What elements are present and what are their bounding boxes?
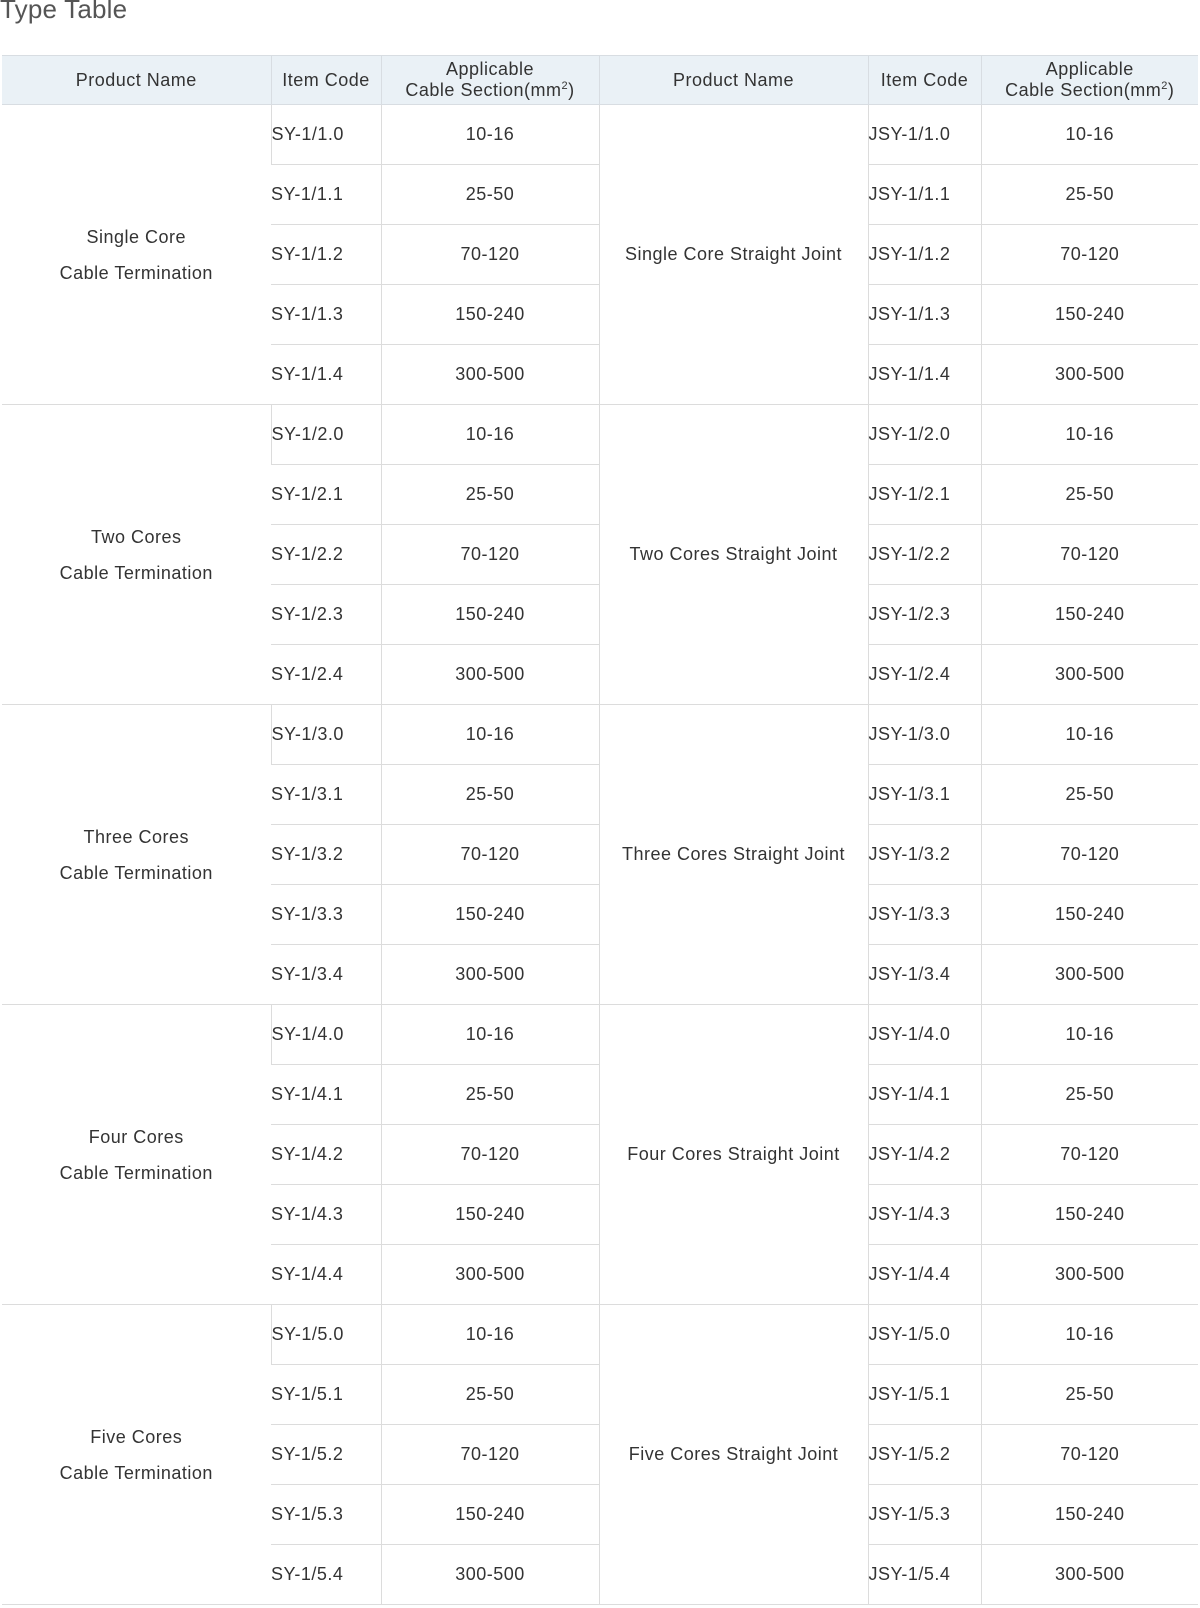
cable-section-cell: 25-50 (381, 465, 599, 525)
cable-section-cell: 10-16 (381, 105, 599, 165)
table-header-row (2, 56, 1198, 105)
joint-cable-section-cell: 70-120 (981, 225, 1198, 285)
item-code-cell: SY-1/4.0 (271, 1005, 381, 1065)
header-cable-section-joint-text: Cable Section(mm (1005, 80, 1162, 100)
joint-cable-section-cell: 300-500 (981, 345, 1198, 405)
cable-section-cell: 300-500 (381, 945, 599, 1005)
joint-cable-section-cell: 150-240 (981, 1485, 1198, 1545)
joint-cable-section-cell: 25-50 (981, 465, 1198, 525)
cable-section-cell: 10-16 (381, 405, 599, 465)
joint-cable-section-cell: 300-500 (981, 645, 1198, 705)
cable-section-cell: 25-50 (381, 1065, 599, 1125)
joint-cable-section-cell: 300-500 (981, 945, 1198, 1005)
item-code-cell: SY-1/1.0 (271, 105, 381, 165)
item-code-cell: SY-1/2.3 (271, 585, 381, 645)
header-item-code-joint: Item Code (868, 56, 981, 105)
joint-item-code-cell: JSY-1/4.4 (868, 1245, 981, 1305)
joint-item-code-cell: JSY-1/4.2 (868, 1125, 981, 1185)
item-code-cell: SY-1/1.4 (271, 345, 381, 405)
header-cable-section-sup: 2 (561, 80, 569, 92)
cable-section-cell: 150-240 (381, 1185, 599, 1245)
joint-item-code-cell: JSY-1/3.2 (868, 825, 981, 885)
type-table (2, 55, 1198, 1605)
joint-item-code-cell: JSY-1/3.1 (868, 765, 981, 825)
cable-section-cell: 25-50 (381, 1365, 599, 1425)
cable-section-cell: 70-120 (381, 225, 599, 285)
joint-cable-section-cell: 10-16 (981, 1305, 1198, 1365)
joint-item-code-cell: JSY-1/3.3 (868, 885, 981, 945)
cable-section-cell: 10-16 (381, 1005, 599, 1065)
termination-product-name (2, 1305, 271, 1605)
termination-name-line1: Two Cores (90, 526, 182, 547)
table-row (2, 705, 1198, 765)
item-code-cell: SY-1/5.2 (271, 1425, 381, 1485)
joint-item-code-cell: JSY-1/2.1 (868, 465, 981, 525)
item-code-cell: SY-1/4.2 (271, 1125, 381, 1185)
item-code-cell: SY-1/5.4 (271, 1545, 381, 1605)
joint-product-name: Single Core Straight Joint (599, 105, 868, 405)
header-cable-section-end: ) (568, 80, 575, 100)
item-code-cell: SY-1/2.2 (271, 525, 381, 585)
header-cable-section-line2 (386, 80, 595, 101)
termination-name-line2: Cable Termination (59, 862, 213, 883)
joint-item-code-cell: JSY-1/2.2 (868, 525, 981, 585)
termination-name-line2: Cable Termination (59, 562, 213, 583)
item-code-cell: SY-1/5.3 (271, 1485, 381, 1545)
joint-item-code-cell: JSY-1/3.4 (868, 945, 981, 1005)
joint-cable-section-cell: 300-500 (981, 1245, 1198, 1305)
joint-product-name: Five Cores Straight Joint (599, 1305, 868, 1605)
cable-section-cell: 25-50 (381, 765, 599, 825)
cable-section-cell: 150-240 (381, 885, 599, 945)
header-cable-section-text: Cable Section(mm (405, 80, 562, 100)
joint-cable-section-cell: 70-120 (981, 825, 1198, 885)
joint-product-name: Two Cores Straight Joint (599, 405, 868, 705)
joint-item-code-cell: JSY-1/5.4 (868, 1545, 981, 1605)
joint-cable-section-cell: 10-16 (981, 405, 1198, 465)
item-code-cell: SY-1/2.4 (271, 645, 381, 705)
item-code-cell: SY-1/3.2 (271, 825, 381, 885)
header-product-name: Product Name (2, 56, 271, 105)
joint-item-code-cell: JSY-1/3.0 (868, 705, 981, 765)
joint-item-code-cell: JSY-1/2.3 (868, 585, 981, 645)
item-code-cell: SY-1/1.1 (271, 165, 381, 225)
joint-cable-section-cell: 300-500 (981, 1545, 1198, 1605)
header-cable-section (381, 56, 599, 105)
cable-section-cell: 300-500 (381, 1545, 599, 1605)
table-row (2, 1305, 1198, 1365)
header-item-code: Item Code (271, 56, 381, 105)
joint-cable-section-cell: 25-50 (981, 165, 1198, 225)
joint-product-name: Three Cores Straight Joint (599, 705, 868, 1005)
joint-cable-section-cell: 70-120 (981, 1425, 1198, 1485)
joint-item-code-cell: JSY-1/1.2 (868, 225, 981, 285)
item-code-cell: SY-1/5.0 (271, 1305, 381, 1365)
header-cable-section-line1: Applicable (445, 59, 535, 79)
joint-item-code-cell: JSY-1/2.0 (868, 405, 981, 465)
joint-cable-section-cell: 150-240 (981, 285, 1198, 345)
termination-product-name (2, 105, 271, 405)
joint-item-code-cell: JSY-1/4.1 (868, 1065, 981, 1125)
item-code-cell: SY-1/2.0 (271, 405, 381, 465)
joint-item-code-cell: JSY-1/1.0 (868, 105, 981, 165)
item-code-cell: SY-1/3.4 (271, 945, 381, 1005)
joint-cable-section-cell: 25-50 (981, 1365, 1198, 1425)
termination-product-name (2, 705, 271, 1005)
item-code-cell: SY-1/3.3 (271, 885, 381, 945)
joint-item-code-cell: JSY-1/1.4 (868, 345, 981, 405)
joint-cable-section-cell: 25-50 (981, 1065, 1198, 1125)
joint-item-code-cell: JSY-1/5.2 (868, 1425, 981, 1485)
termination-product-name (2, 405, 271, 705)
header-cable-section-joint (981, 56, 1198, 105)
joint-cable-section-cell: 10-16 (981, 705, 1198, 765)
cable-section-cell: 70-120 (381, 825, 599, 885)
cable-section-cell: 70-120 (381, 1425, 599, 1485)
cable-section-cell: 70-120 (381, 525, 599, 585)
header-cable-section-joint-line1: Applicable (1045, 59, 1134, 79)
joint-cable-section-cell: 10-16 (981, 105, 1198, 165)
item-code-cell: SY-1/4.3 (271, 1185, 381, 1245)
item-code-cell: SY-1/3.1 (271, 765, 381, 825)
termination-name-line1: Single Core (86, 226, 187, 247)
table-row (2, 405, 1198, 465)
item-code-cell: SY-1/3.0 (271, 705, 381, 765)
item-code-cell: SY-1/4.1 (271, 1065, 381, 1125)
joint-item-code-cell: JSY-1/5.3 (868, 1485, 981, 1545)
cable-section-cell: 300-500 (381, 645, 599, 705)
joint-item-code-cell: JSY-1/1.3 (868, 285, 981, 345)
page-title: Type Table (0, 0, 128, 24)
joint-cable-section-cell: 70-120 (981, 525, 1198, 585)
joint-cable-section-cell: 25-50 (981, 765, 1198, 825)
cable-section-cell: 300-500 (381, 1245, 599, 1305)
table-row (2, 105, 1198, 165)
joint-cable-section-cell: 10-16 (981, 1005, 1198, 1065)
header-cable-section-joint-line2 (986, 80, 1195, 101)
joint-product-name: Four Cores Straight Joint (599, 1005, 868, 1305)
termination-name-line1: Five Cores (90, 1426, 183, 1447)
cable-section-cell: 300-500 (381, 345, 599, 405)
item-code-cell: SY-1/1.2 (271, 225, 381, 285)
item-code-cell: SY-1/2.1 (271, 465, 381, 525)
item-code-cell: SY-1/1.3 (271, 285, 381, 345)
cable-section-cell: 150-240 (381, 585, 599, 645)
joint-cable-section-cell: 150-240 (981, 1185, 1198, 1245)
joint-item-code-cell: JSY-1/4.0 (868, 1005, 981, 1065)
header-cable-section-joint-sup: 2 (1161, 80, 1168, 92)
termination-name-line2: Cable Termination (59, 1462, 213, 1483)
termination-name-line1: Four Cores (88, 1126, 184, 1147)
joint-item-code-cell: JSY-1/1.1 (868, 165, 981, 225)
joint-item-code-cell: JSY-1/5.1 (868, 1365, 981, 1425)
table-body (2, 105, 1198, 1605)
joint-cable-section-cell: 70-120 (981, 1125, 1198, 1185)
joint-cable-section-cell: 150-240 (981, 585, 1198, 645)
item-code-cell: SY-1/5.1 (271, 1365, 381, 1425)
header-product-name-joint: Product Name (599, 56, 868, 105)
header-cable-section-joint-end: ) (1167, 80, 1175, 100)
joint-cable-section-cell: 150-240 (981, 885, 1198, 945)
cable-section-cell: 70-120 (381, 1125, 599, 1185)
cable-section-cell: 25-50 (381, 165, 599, 225)
joint-item-code-cell: JSY-1/5.0 (868, 1305, 981, 1365)
termination-name-line2: Cable Termination (59, 1162, 213, 1183)
cable-section-cell: 150-240 (381, 1485, 599, 1545)
cable-section-cell: 150-240 (381, 285, 599, 345)
termination-name-line2: Cable Termination (59, 262, 213, 283)
termination-product-name (2, 1005, 271, 1305)
item-code-cell: SY-1/4.4 (271, 1245, 381, 1305)
joint-item-code-cell: JSY-1/2.4 (868, 645, 981, 705)
cable-section-cell: 10-16 (381, 1305, 599, 1365)
termination-name-line1: Three Cores (83, 826, 190, 847)
joint-item-code-cell: JSY-1/4.3 (868, 1185, 981, 1245)
table-row (2, 1005, 1198, 1065)
cable-section-cell: 10-16 (381, 705, 599, 765)
